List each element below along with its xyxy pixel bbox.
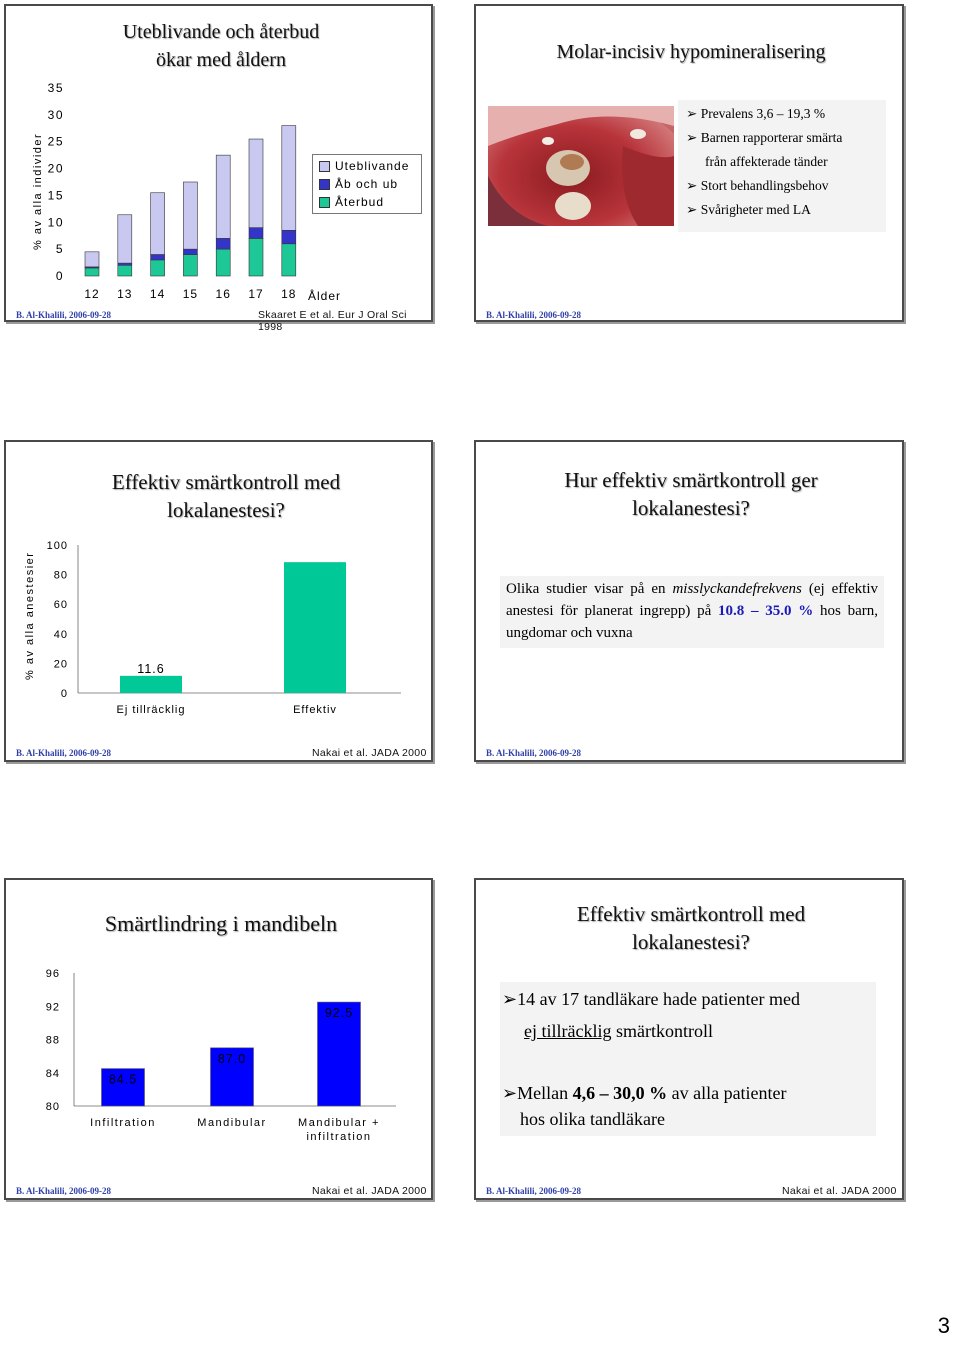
bar-segment [216,238,230,249]
legend-label: Uteblivande [335,159,410,173]
legend-label: Åb och ub [335,177,399,191]
x-tick-label: 12 [84,287,100,301]
y-tick-label: 5 [55,242,64,257]
footer-citation: Nakai et al. JADA 2000 [312,1185,427,1197]
x-tick-label: Effektiv [293,704,337,716]
bar-segment [282,230,296,243]
bar-segment [216,155,230,238]
title-line-1: Effektiv smärtkontroll med [576,902,806,926]
data-label: 87.0 [217,1051,247,1066]
x-tick-label: 13 [117,287,133,301]
bar-segment [249,228,263,239]
x-tick-label: 17 [248,287,264,301]
footer-author: B. Al-Khalili, 2006-09-28 [486,748,582,758]
slide-title [496,466,886,522]
slide-title: Molar-incisiv hypomineralisering [556,41,826,63]
x-tick-label: 14 [149,287,166,301]
y-tick-label: 0 [60,688,68,700]
bar-segment [183,249,197,254]
oral-photo-icon [488,106,674,226]
legend-swatch [319,179,330,190]
bar-segment [249,238,263,276]
bar-segment [249,139,263,228]
y-tick-label: 10 [47,215,64,230]
bullet-text: från affekterade tänder [705,154,828,169]
y-tick-label: 30 [47,107,64,122]
bar-segment [282,126,296,231]
bar-segment [151,193,165,255]
page-number: 3 [937,1313,950,1338]
bullet-text: Svårigheter med LA [700,202,811,217]
y-tick-label: 25 [47,134,64,149]
y-tick-label: 100 [46,540,68,552]
slide-mandible-chart [4,878,433,1200]
text-segment: (ej effektiv anestesi för planerat ingrepp) på [506,581,878,619]
highlight-range: 10.8 – 35.0 % [718,603,814,619]
legend-swatch [319,161,330,172]
title-line-1: Hur effektiv smärtkontroll ger [564,468,818,492]
slide-mih [474,4,904,322]
y-tick-label: 88 [45,1034,60,1047]
bullet-item: ➢ Stort behandlingsbehov [686,178,829,193]
title-line-2: lokalanestesi? [632,496,750,520]
text-segment: hos barn, ungdomar och vuxna [506,603,878,641]
footer-citation: Skaaret E et al. Eur J Oral Sci 1998 [258,309,407,333]
legend-label: Återbud [335,195,385,209]
legend-item-ab-och-ub [319,177,398,191]
bullet-text: smärtkontroll [611,1021,713,1041]
y-tick-label: 40 [53,628,68,641]
footer-author: B. Al-Khalili, 2006-09-28 [16,1186,112,1196]
y-tick-label: 20 [47,161,64,176]
legend-item-uteblivande [319,159,409,173]
footer-citation: Nakai et al. JADA 2000 [312,747,427,759]
footer-author: B. Al-Khalili, 2006-09-28 [486,310,582,320]
bullet-list [678,100,886,232]
title-line-1: Effektiv smärtkontroll med [111,470,341,494]
text-italic: misslyckandefrekvens [672,581,802,597]
bar-segment [216,249,230,276]
slide-failure-rate [474,440,904,762]
bar [120,676,182,693]
bullet-item-continuation [524,1018,713,1044]
bar-segment [85,252,99,267]
oral-photo [488,106,674,226]
bar [284,562,346,693]
bullet-item-continuation [520,1106,665,1132]
y-tick-label: 60 [53,599,68,612]
y-tick-label: 35 [47,81,64,95]
x-tick-label: Ej tillräcklig [116,704,186,716]
bullet-item: ➢ Prevalens 3,6 – 19,3 % [686,106,826,121]
bar-segment [118,263,132,265]
effectiveness-bar-chart [6,442,435,742]
x-axis-label: Ålder [308,289,342,303]
bar-segment [118,265,132,276]
bullet-text: hos olika tandläkare [520,1109,665,1129]
bullet-item: ➢14 av 17 tandläkare hade patienter med [502,989,800,1009]
bar-segment [118,215,132,263]
bullet-text: Mellan [517,1083,573,1103]
x-tick-label: Mandibular [197,1117,267,1129]
bullet-text: av alla patienter [667,1083,787,1103]
bar-segment [282,244,296,276]
x-tick-label: 18 [281,287,297,301]
y-tick-label: 80 [53,569,68,582]
y-tick-label: 92 [45,1001,60,1014]
x-tick-label: Infiltration [90,1117,156,1129]
y-axis-label: % av alla individer [32,132,44,250]
y-tick-label: 20 [53,658,68,671]
bullet-text: Barnen rapporterar smärta [700,130,843,145]
slide-dentists [474,878,904,1200]
bar-segment [151,255,165,260]
footer-author: B. Al-Khalili, 2006-09-28 [486,1186,582,1196]
bullet-text: 14 av 17 tandläkare hade patienter med [517,989,800,1009]
data-label: 84.5 [108,1072,138,1087]
slide-age-chart [4,4,433,333]
bullet-item [686,150,886,174]
legend-swatch [319,197,330,208]
y-tick-label: 80 [45,1101,60,1113]
x-tick-label: 15 [182,287,199,301]
y-axis-label: % av alla anestesier [24,551,36,680]
title-line-2: lokalanestesi? [167,498,285,522]
y-tick-label: 15 [47,188,64,203]
title-line-2: ökar med åldern [156,49,286,71]
title-line-2: lokalanestesi? [632,930,750,954]
bullet-item: ➢ Barnen rapporterar smärta [686,130,843,145]
title-line-1: Uteblivande och återbud [122,21,320,43]
bullet-list [500,982,876,1136]
x-tick-label-continuation: infiltration [306,1131,372,1143]
footer-author: B. Al-Khalili, 2006-09-28 [16,748,112,758]
footer-citation: Nakai et al. JADA 2000 [782,1185,897,1197]
slide-title [496,900,886,956]
bullet-item: ➢Mellan 4,6 – 30,0 % av alla patienter [502,1083,787,1103]
body-text [500,576,884,648]
x-tick-label: 16 [215,287,231,301]
slide-effective-chart [4,440,433,762]
legend [312,154,422,214]
x-tick-label: Mandibular + [298,1117,380,1129]
bar-segment [151,260,165,276]
mandible-bar-chart [6,880,435,1180]
bar-segment [183,182,197,249]
bullet-text: Stort behandlingsbehov [700,178,829,193]
legend-item-aterbud [319,195,384,209]
text-segment: Olika studier visar på en [506,581,673,597]
data-label: 11.6 [137,661,165,676]
y-tick-label: 96 [45,968,60,980]
bullet-text: Prevalens 3,6 – 19,3 % [700,106,826,121]
bullet-item: ➢ Svårigheter med LA [686,202,811,217]
y-tick-label: 0 [55,269,64,283]
footer-author: B. Al-Khalili, 2006-09-28 [16,310,112,320]
bar-segment [85,268,99,276]
y-tick-label: 84 [45,1067,60,1080]
bar-segment [183,255,197,276]
underlined-text: ej tillräcklig [524,1021,612,1041]
slide-title: Smärtlindring i mandibeln [104,911,338,936]
data-label: 92.5 [324,1006,354,1021]
bold-range: 4,6 – 30,0 % [572,1083,668,1103]
